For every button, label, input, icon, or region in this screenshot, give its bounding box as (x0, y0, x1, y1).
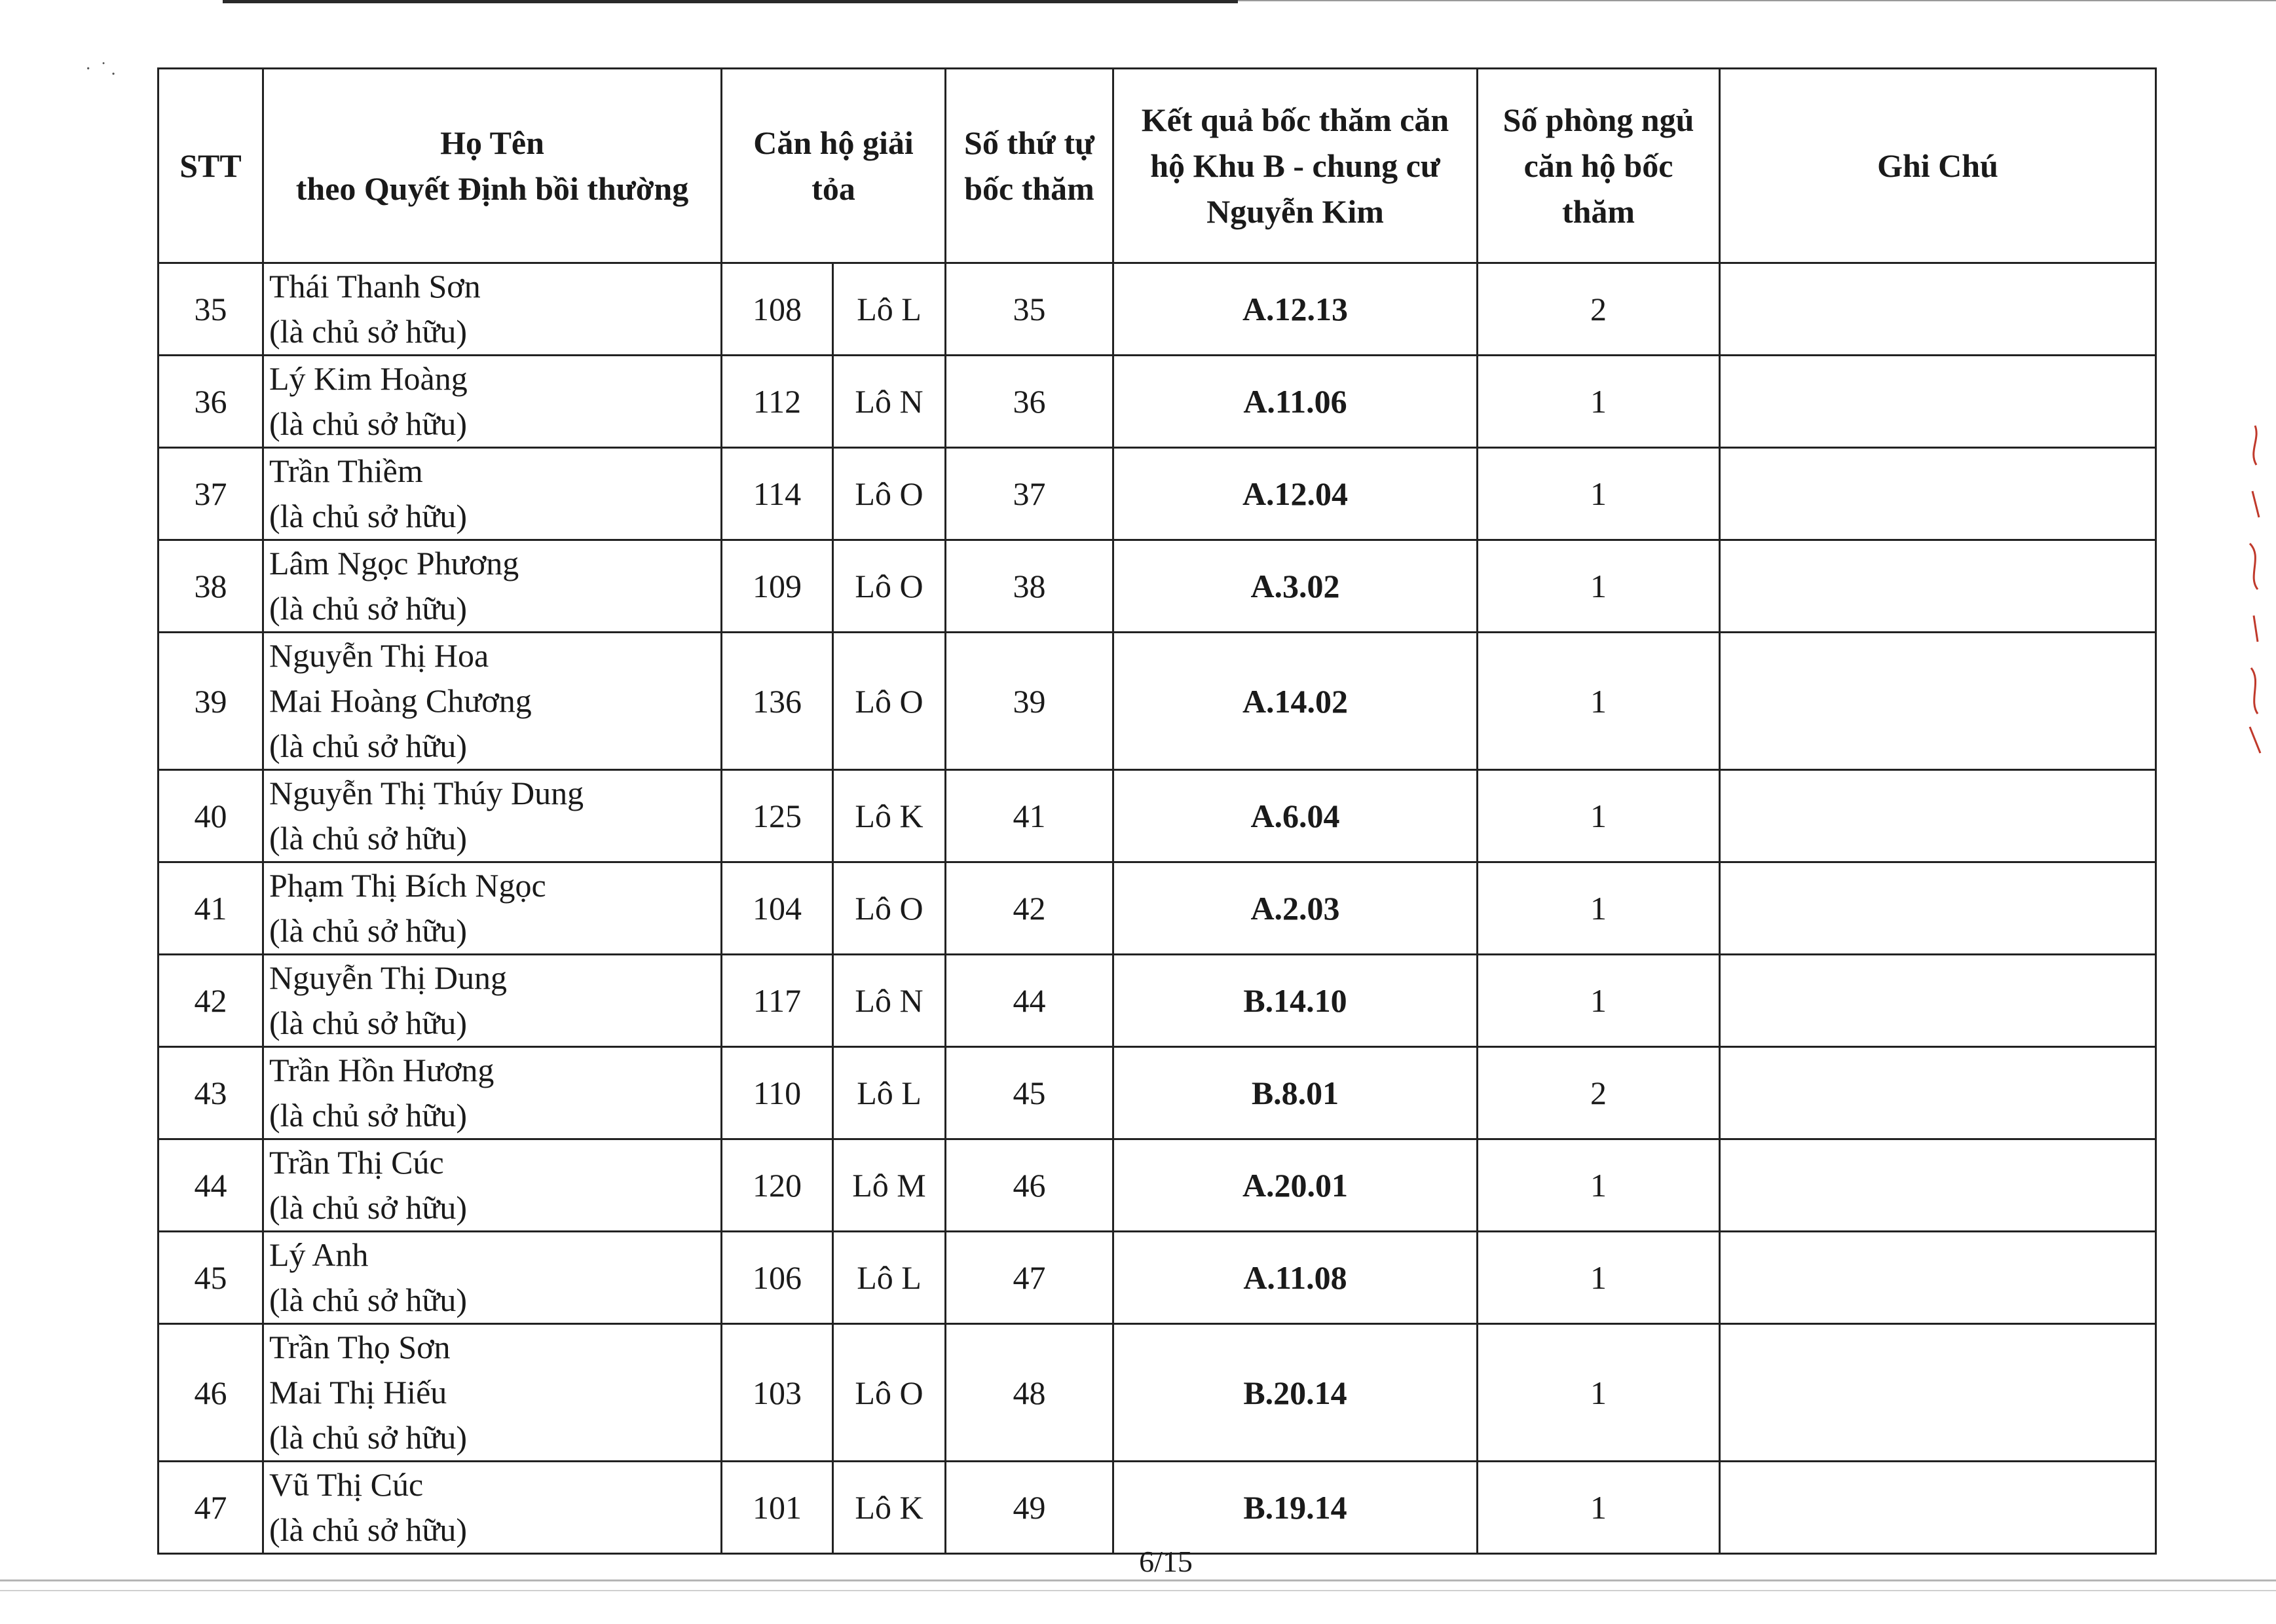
cell-name-line: Lý Kim Hoàng (269, 360, 468, 397)
red-margin-annotation (2243, 419, 2267, 760)
cell-note (1720, 1232, 2156, 1324)
cell-note (1720, 633, 2156, 770)
table-body (159, 263, 2156, 1554)
cell-name-line: Mai Thị Hiếu (269, 1374, 447, 1411)
cell-unit: 114 (722, 448, 833, 540)
cell-order: 45 (946, 1047, 1113, 1139)
cell-name-line: Nguyễn Thị Hoa (269, 637, 489, 674)
cell-name-line: Phạm Thị Bích Ngọc (269, 867, 546, 904)
cell-lot: Lô O (833, 1324, 946, 1462)
cell-name (263, 356, 722, 448)
page-number: 6/15 (1139, 1545, 1193, 1578)
cell-bedrooms: 1 (1478, 540, 1720, 633)
cell-lot: Lô L (833, 263, 946, 356)
cell-unit: 101 (722, 1462, 833, 1554)
header-cleared-unit: Căn hộ giải tỏa (722, 69, 946, 263)
cell-name (263, 263, 722, 356)
cell-order: 35 (946, 263, 1113, 356)
cell-name-line: (là chủ sở hữu) (269, 590, 468, 627)
cell-lot: Lô N (833, 356, 946, 448)
cell-unit: 103 (722, 1324, 833, 1462)
cell-bedrooms: 1 (1478, 770, 1720, 862)
cell-name-line: Mai Hoàng Chương (269, 682, 532, 719)
cell-name-line: (là chủ sở hữu) (269, 1419, 468, 1456)
table-row (159, 955, 2156, 1047)
cell-order: 42 (946, 862, 1113, 955)
cell-lot: Lô O (833, 448, 946, 540)
table-row (159, 862, 2156, 955)
cell-unit: 125 (722, 770, 833, 862)
cell-stt: 44 (159, 1139, 263, 1232)
cell-unit: 106 (722, 1232, 833, 1324)
table-row (159, 263, 2156, 356)
cell-lot: Lô K (833, 1462, 946, 1554)
cell-bedrooms: 1 (1478, 633, 1720, 770)
cell-note (1720, 263, 2156, 356)
cell-stt: 35 (159, 263, 263, 356)
cell-name-line: Nguyễn Thị Thúy Dung (269, 775, 584, 811)
cell-name-line: Trần Thị Cúc (269, 1144, 444, 1181)
cell-order: 36 (946, 356, 1113, 448)
cell-name (263, 955, 722, 1047)
table-row (159, 633, 2156, 770)
table-header-row (159, 69, 2156, 263)
cell-result: B.14.10 (1113, 955, 1478, 1047)
cell-note (1720, 448, 2156, 540)
header-note: Ghi Chú (1720, 69, 2156, 263)
cell-unit: 120 (722, 1139, 833, 1232)
cell-stt: 37 (159, 448, 263, 540)
cell-stt: 38 (159, 540, 263, 633)
cell-order: 49 (946, 1462, 1113, 1554)
cell-name (263, 633, 722, 770)
cell-name-line: (là chủ sở hữu) (269, 820, 468, 857)
cell-result: B.19.14 (1113, 1462, 1478, 1554)
cell-name-line: (là chủ sở hữu) (269, 1282, 468, 1318)
header-bedrooms: Số phòng ngủ căn hộ bốc thăm (1478, 69, 1720, 263)
cell-result: A.20.01 (1113, 1139, 1478, 1232)
cell-bedrooms: 1 (1478, 1232, 1720, 1324)
cell-result: A.12.04 (1113, 448, 1478, 540)
cell-stt: 36 (159, 356, 263, 448)
table-row (159, 1232, 2156, 1324)
cell-unit: 104 (722, 862, 833, 955)
table-row (159, 356, 2156, 448)
cell-name (263, 1139, 722, 1232)
cell-result: A.2.03 (1113, 862, 1478, 955)
table-row (159, 1324, 2156, 1462)
cell-lot: Lô M (833, 1139, 946, 1232)
cell-name-line: (là chủ sở hữu) (269, 1189, 468, 1226)
table-row (159, 1462, 2156, 1554)
cell-name-line: (là chủ sở hữu) (269, 405, 468, 442)
cell-bedrooms: 1 (1478, 1139, 1720, 1232)
cell-unit: 110 (722, 1047, 833, 1139)
cell-result: B.20.14 (1113, 1324, 1478, 1462)
cell-name-line: Thái Thanh Sơn (269, 268, 481, 304)
cell-bedrooms: 1 (1478, 356, 1720, 448)
cell-bedrooms: 1 (1478, 1324, 1720, 1462)
cell-name-line: Lý Anh (269, 1236, 369, 1273)
cell-order: 48 (946, 1324, 1113, 1462)
cell-name-line: (là chủ sở hữu) (269, 313, 468, 350)
cell-lot: Lô L (833, 1232, 946, 1324)
cell-note (1720, 1324, 2156, 1462)
cell-note (1720, 955, 2156, 1047)
cell-name-line: (là chủ sở hữu) (269, 1097, 468, 1134)
cell-bedrooms: 1 (1478, 955, 1720, 1047)
cell-stt: 41 (159, 862, 263, 955)
cell-order: 39 (946, 633, 1113, 770)
scan-edge-top (223, 0, 1238, 3)
cell-order: 37 (946, 448, 1113, 540)
cell-name-line: Vũ Thị Cúc (269, 1466, 424, 1503)
cell-stt: 42 (159, 955, 263, 1047)
cell-note (1720, 1139, 2156, 1232)
scan-edge-bottom-light (0, 1590, 2276, 1591)
table-row (159, 1139, 2156, 1232)
cell-name-line: Trần Thiềm (269, 452, 423, 489)
cell-name-line: (là chủ sở hữu) (269, 728, 468, 764)
cell-note (1720, 540, 2156, 633)
cell-note (1720, 356, 2156, 448)
cell-name-line: (là chủ sở hữu) (269, 912, 468, 949)
cell-stt: 45 (159, 1232, 263, 1324)
cell-bedrooms: 1 (1478, 1462, 1720, 1554)
header-draw-result: Kết quả bốc thăm căn hộ Khu B - chung cư Nguyễn Kim (1113, 69, 1478, 263)
cell-lot: Lô K (833, 770, 946, 862)
cell-note (1720, 1462, 2156, 1554)
cell-name (263, 1047, 722, 1139)
cell-name (263, 862, 722, 955)
cell-lot: Lô L (833, 1047, 946, 1139)
cell-unit: 136 (722, 633, 833, 770)
cell-order: 41 (946, 770, 1113, 862)
cell-stt: 43 (159, 1047, 263, 1139)
header-name: Họ Tên theo Quyết Định bồi thường (263, 69, 722, 263)
cell-name-line: Trần Hồn Hương (269, 1052, 494, 1088)
cell-name (263, 1232, 722, 1324)
cell-result: A.3.02 (1113, 540, 1478, 633)
cell-name-line: Lâm Ngọc Phương (269, 545, 519, 581)
cell-result: A.12.13 (1113, 263, 1478, 356)
cell-note (1720, 1047, 2156, 1139)
cell-name-line: Trần Thọ Sơn (269, 1329, 451, 1365)
cell-name-line: Nguyễn Thị Dung (269, 959, 507, 996)
cell-name-line: (là chủ sở hữu) (269, 1005, 468, 1041)
cell-result: A.11.08 (1113, 1232, 1478, 1324)
cell-unit: 109 (722, 540, 833, 633)
cell-name (263, 1324, 722, 1462)
cell-result: B.8.01 (1113, 1047, 1478, 1139)
cell-result: A.6.04 (1113, 770, 1478, 862)
table-row (159, 770, 2156, 862)
cell-order: 44 (946, 955, 1113, 1047)
cell-bedrooms: 2 (1478, 1047, 1720, 1139)
allocation-table (157, 67, 2157, 1555)
scan-edge-bottom (0, 1579, 2276, 1581)
cell-unit: 112 (722, 356, 833, 448)
cell-name (263, 770, 722, 862)
cell-unit: 108 (722, 263, 833, 356)
cell-stt: 47 (159, 1462, 263, 1554)
cell-note (1720, 862, 2156, 955)
cell-stt: 39 (159, 633, 263, 770)
cell-note (1720, 770, 2156, 862)
cell-name (263, 1462, 722, 1554)
cell-name (263, 448, 722, 540)
cell-order: 46 (946, 1139, 1113, 1232)
scan-speckle: · ˙ . (85, 59, 116, 79)
table-row (159, 540, 2156, 633)
cell-bedrooms: 2 (1478, 263, 1720, 356)
cell-order: 38 (946, 540, 1113, 633)
table-row (159, 1047, 2156, 1139)
cell-lot: Lô O (833, 862, 946, 955)
table-row (159, 448, 2156, 540)
cell-order: 47 (946, 1232, 1113, 1324)
header-draw-order: Số thứ tự bốc thăm (946, 69, 1113, 263)
cell-name-line: (là chủ sở hữu) (269, 1511, 468, 1548)
cell-result: A.14.02 (1113, 633, 1478, 770)
cell-name-line: (là chủ sở hữu) (269, 498, 468, 534)
scan-edge-top-light (1238, 0, 2276, 1)
cell-lot: Lô N (833, 955, 946, 1047)
cell-lot: Lô O (833, 633, 946, 770)
cell-result: A.11.06 (1113, 356, 1478, 448)
cell-bedrooms: 1 (1478, 448, 1720, 540)
cell-name (263, 540, 722, 633)
cell-stt: 46 (159, 1324, 263, 1462)
cell-unit: 117 (722, 955, 833, 1047)
header-stt: STT (159, 69, 263, 263)
cell-stt: 40 (159, 770, 263, 862)
cell-lot: Lô O (833, 540, 946, 633)
cell-bedrooms: 1 (1478, 862, 1720, 955)
